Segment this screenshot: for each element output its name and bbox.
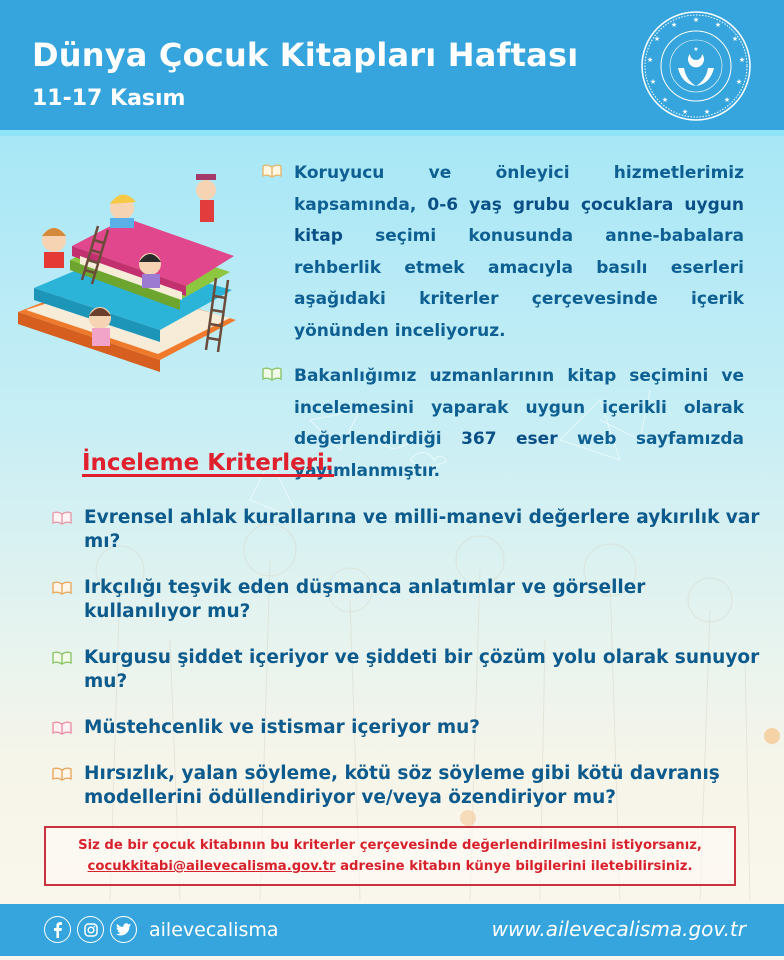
open-book-icon <box>52 651 72 665</box>
date-range: 11-17 Kasım <box>32 86 186 111</box>
books-children-illustration-icon <box>10 160 250 390</box>
notice-line-2 <box>46 856 734 877</box>
website-link[interactable]: www.ailevecalisma.gov.tr <box>491 917 746 941</box>
open-book-icon <box>52 767 72 781</box>
social-handle[interactable]: ailevecalisma <box>149 918 279 941</box>
intro-text-1b: seçimi konusunda anne-babalara rehberlik etmek amacıyla basılı eserleri aşağıdaki kriterler çerçevesinde içerik yönünden inceliyoruz. <box>294 226 744 341</box>
svg-text:★: ★ <box>714 21 722 29</box>
social-links <box>44 916 279 943</box>
intro-paragraph-2 <box>262 361 744 487</box>
footer-bar <box>0 904 784 956</box>
svg-text:★: ★ <box>731 35 739 43</box>
page-title: Dünya Çocuk Kitapları Haftası <box>32 36 579 74</box>
header-banner <box>0 0 784 130</box>
criteria-item <box>52 716 762 740</box>
intro-text-2a: Bakanlığımız uzmanlarının kitap seçimini ve incelemesini yaparak uygun içerikli olarak değerlendirdiği <box>294 366 744 449</box>
submission-notice <box>44 826 736 886</box>
svg-text:★: ★ <box>692 16 700 24</box>
criteria-item <box>52 762 762 810</box>
svg-text:★: ★ <box>661 96 669 104</box>
open-book-icon <box>52 721 72 735</box>
intro-section <box>262 158 744 487</box>
svg-text:★: ★ <box>653 35 661 43</box>
intro-text-2b: web sayfamızda yayımlanmıştır. <box>294 429 745 481</box>
svg-text:★: ★ <box>693 46 699 53</box>
svg-text:★: ★ <box>646 56 654 64</box>
criteria-text: Kurgusu şiddet içeriyor ve şiddeti bir çözüm yolu olarak sunuyor mu? <box>84 647 760 692</box>
svg-text:★: ★ <box>735 78 743 86</box>
intro-highlight-1: 0-6 yaş grubu çocuklara uygun kitap <box>294 194 744 246</box>
svg-text:★: ★ <box>738 56 746 64</box>
email-link[interactable]: cocukkitabi@ailevecalisma.gov.tr <box>87 859 336 874</box>
criteria-item <box>52 646 762 694</box>
svg-text:★: ★ <box>723 96 731 104</box>
criteria-item <box>52 506 762 554</box>
criteria-list <box>52 506 762 832</box>
criteria-text: Irkçılığı teşvik eden düşmanca anlatımlar ve görseller kullanılıyor mu? <box>84 577 646 622</box>
criteria-text: Müstehcenlik ve istismar içeriyor mu? <box>84 717 481 738</box>
svg-text:★: ★ <box>703 108 711 116</box>
svg-text:★: ★ <box>649 78 657 86</box>
intro-highlight-2: 367 eser <box>461 429 558 449</box>
criteria-item <box>52 576 762 624</box>
open-book-icon <box>262 367 282 381</box>
facebook-icon[interactable] <box>44 916 71 943</box>
header-divider <box>0 130 784 136</box>
open-book-icon <box>262 164 282 178</box>
open-book-icon <box>52 581 72 595</box>
criteria-heading: İnceleme Kriterleri: <box>82 450 335 476</box>
twitter-icon[interactable] <box>110 916 137 943</box>
svg-text:★: ★ <box>670 21 678 29</box>
ministry-logo-icon <box>640 10 752 122</box>
criteria-text: Hırsızlık, yalan söyleme, kötü söz söyleme gibi kötü davranış modellerini ödüllendiriyor ve/veya özendiriyor mu? <box>84 763 720 808</box>
criteria-text: Evrensel ahlak kurallarına ve milli-manevi değerlere aykırılık var mı? <box>84 507 760 552</box>
intro-paragraph-1 <box>262 158 744 347</box>
notice-line-1: Siz de bir çocuk kitabının bu kriterler çerçevesinde değerlendirilmesini istiyorsanız, <box>78 838 702 853</box>
svg-text:★: ★ <box>681 108 689 116</box>
intro-text-1a: Koruyucu ve önleyici hizmetlerimiz kapsamında, <box>294 163 744 215</box>
notice-line-2-text: adresine kitabın künye bilgilerini iletebilirsiniz. <box>335 859 693 874</box>
instagram-icon[interactable] <box>77 916 104 943</box>
open-book-icon <box>52 511 72 525</box>
